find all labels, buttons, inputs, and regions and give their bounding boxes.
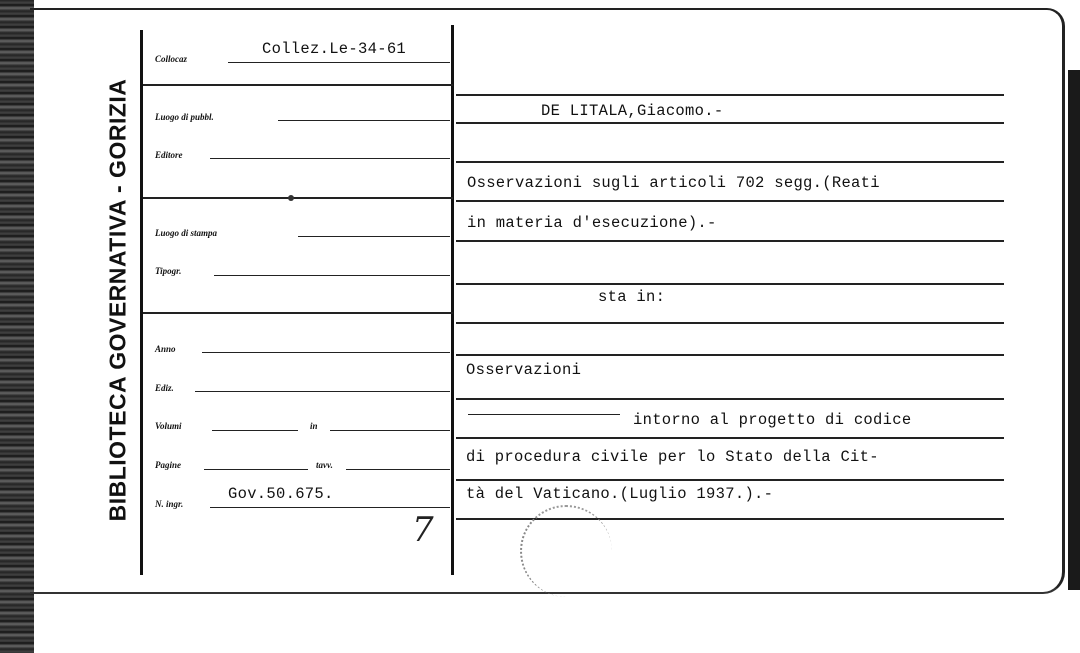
- right-rule-9: [456, 398, 1004, 400]
- label-n-ingr: N. ingr.: [155, 499, 184, 509]
- left-rule-1: [143, 84, 453, 86]
- rule-mark: [288, 195, 294, 201]
- scan-edge-left: [0, 0, 34, 653]
- right-rule-10: [456, 437, 1004, 439]
- right-rule-6: [456, 283, 1004, 285]
- pagine-line: [204, 469, 308, 470]
- source-line-3: di procedura civile per lo Stato della Cit-: [466, 448, 879, 466]
- source-line-1: Osservazioni: [466, 361, 582, 379]
- sta-in-label: sta in:: [598, 288, 666, 306]
- author-name: DE LITALA,Giacomo.-: [541, 102, 724, 120]
- label-luogo-stampa: Luogo di stampa: [155, 228, 218, 238]
- label-editore: Editore: [155, 150, 183, 160]
- scan-edge-right: [1068, 70, 1080, 590]
- title-line-2: in materia d'esecuzione).-: [467, 214, 717, 232]
- label-ediz: Ediz.: [155, 383, 174, 393]
- collocaz-value: Collez.Le-34-61: [262, 40, 407, 58]
- anno-line: [202, 352, 450, 353]
- right-rule-7: [456, 322, 1004, 324]
- collocaz-line: [228, 62, 450, 63]
- right-rule-8: [456, 354, 1004, 356]
- label-volumi: Volumi: [155, 421, 182, 431]
- label-pagine: Pagine: [155, 460, 181, 470]
- right-rule-2: [456, 122, 1004, 124]
- tavv-line: [346, 469, 450, 470]
- right-rule-1: [456, 94, 1004, 96]
- source-blank-line: [468, 414, 620, 415]
- left-rule-2: [143, 197, 453, 199]
- left-rule-3: [143, 312, 453, 314]
- faint-stamp-mark: [520, 505, 612, 597]
- luogo-stampa-line: [298, 236, 450, 237]
- editore-line: [210, 158, 450, 159]
- library-header-vertical: BIBLIOTECA GOVERNATIVA - GORIZIA: [104, 78, 131, 522]
- right-rule-3: [456, 161, 1004, 163]
- source-line-2: intorno al progetto di codice: [633, 411, 912, 429]
- tipogr-line: [214, 275, 450, 276]
- left-margin-rule: [140, 30, 143, 575]
- label-anno: Anno: [155, 344, 176, 354]
- right-rule-4: [456, 200, 1004, 202]
- volumi-line: [212, 430, 298, 431]
- ediz-line: [195, 391, 450, 392]
- center-divider-rule: [451, 25, 454, 575]
- label-tavv: tavv.: [316, 460, 333, 470]
- label-luogo-pubbl: Luogo di pubbl.: [155, 112, 214, 122]
- luogo-pubbl-line: [278, 120, 450, 121]
- source-line-4: tà del Vaticano.(Luglio 1937.).-: [466, 485, 774, 503]
- label-collocaz: Collocaz: [155, 54, 188, 64]
- right-rule-11: [456, 479, 1004, 481]
- right-rule-5: [456, 240, 1004, 242]
- n-ingr-value: Gov.50.675.: [228, 485, 334, 503]
- volumi-in-line: [330, 430, 450, 431]
- handwritten-number: 7: [412, 510, 434, 550]
- n-ingr-line: [210, 507, 450, 508]
- title-line-1: Osservazioni sugli articoli 702 segg.(Reati: [467, 174, 880, 192]
- label-in: in: [310, 421, 318, 431]
- label-tipogr: Tipogr.: [155, 266, 182, 276]
